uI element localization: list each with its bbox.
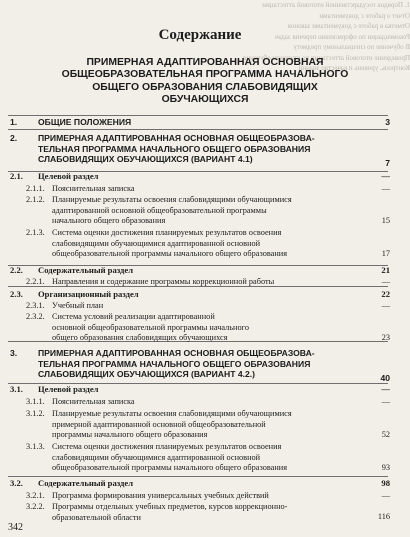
entry-page: — — [381, 301, 390, 310]
entry-page: — — [381, 384, 390, 394]
entry-title: ПРИМЕРНАЯ АДАПТИРОВАННАЯ ОСНОВНАЯ ОБЩЕОБРАЗОВА- ТЕЛЬНАЯ ПРОГРАММА НАЧАЛЬНОГО ОБЩЕГО ОБРАЗОВАНИЯ СЛАБОВИДЯЩИХ ОБУЧАЮЩИХСЯ (ВАРИАНТ 4.1) — [38, 133, 315, 165]
entry-number: 2.3. — [10, 289, 23, 299]
entry-number: 1. — [10, 117, 18, 127]
bleed-through-line: Проведение итоговой аттестации по ступеням обучения — [243, 53, 410, 62]
divider — [8, 129, 388, 130]
entry-title: Система оценки достижения планируемых результатов освоения слабовидящими обучающимися адаптированной основной общеобразовательной программы начального общего образования — [52, 228, 288, 259]
entry-title: Содержательный раздел — [38, 265, 134, 275]
entry-title: Пояснительная записка — [52, 397, 135, 406]
bleed-through-line: 1. Порядок государственной итоговой аттестации — [262, 1, 410, 9]
entry-number: 3.2.1. — [26, 491, 45, 500]
entry-number: 3.2. — [10, 478, 23, 488]
entry-page: 21 — [381, 265, 390, 275]
entry-number: 2.1.1. — [26, 184, 45, 193]
divider — [8, 115, 388, 116]
entry-page: 3 — [385, 117, 390, 127]
entry-title: Целевой раздел — [38, 384, 99, 394]
entry-title: Направления и содержание программы коррекционной работы — [52, 277, 275, 286]
entry-number: 2.1.2. — [26, 195, 45, 204]
program-title: ПРИМЕРНАЯ АДАПТИРОВАННАЯ ОСНОВНАЯ ОБЩЕОБРАЗОВАТЕЛЬНАЯ ПРОГРАММА НАЧАЛЬНОГО ОБЩЕГО ОБРАЗОВАНИЯ СЛАБОВИДЯЩИХ ОБУЧАЮЩИХСЯ — [61, 57, 349, 106]
page-title: Содержание — [158, 27, 242, 43]
entry-page: 22 — [381, 289, 390, 299]
entry-number: 3.1. — [10, 384, 23, 394]
entry-number: 2.1. — [10, 171, 23, 181]
entry-page: 23 — [381, 333, 390, 342]
entry-page: 98 — [381, 478, 390, 488]
entry-title: Организационный раздел — [38, 289, 139, 299]
entry-title: Пояснительная записка — [52, 184, 135, 193]
entry-title: Планируемые результаты освоения слабовидящими обучающимися адаптированной основной общеобразовательной программы начального общего образования — [52, 195, 292, 226]
entry-number: 3.1.1. — [26, 397, 45, 406]
entry-page: — — [381, 184, 390, 193]
bleed-through-line: В обучение по специальному предмету — [293, 43, 410, 51]
entry-number: 2.1.3. — [26, 228, 45, 237]
entry-title: Программы отдельных учебных предметов, курсов коррекционно- образовательной области — [52, 502, 288, 522]
entry-page: 93 — [381, 463, 390, 472]
bleed-through-line: Отметка в работе с документами законов — [287, 22, 410, 30]
entry-number: 2.2. — [10, 265, 23, 275]
bleed-through-line: Отчет о работе с документами — [319, 11, 410, 20]
entry-title: Система оценки достижения планируемых результатов освоения слабовидящими обучающимися адаптированной основной общеобразовательной программы начального общего образования — [52, 442, 288, 473]
entry-number: 2.3.1. — [26, 301, 45, 310]
bleed-through-line: Рекомендации по оформлению перечня задач — [275, 32, 410, 41]
entry-title: ПРИМЕРНАЯ АДАПТИРОВАННАЯ ОСНОВНАЯ ОБЩЕОБРАЗОВА- ТЕЛЬНАЯ ПРОГРАММА НАЧАЛЬНОГО ОБЩЕГО ОБРАЗОВАНИЯ СЛАБОВИДЯЩИХ ОБУЧАЮЩИХСЯ (ВАРИАНТ 4.2.) — [38, 348, 315, 380]
entry-title: Система условий реализации адаптированной основной общеобразовательной программы начального общего образования слабовидящих обучающихся — [52, 312, 249, 343]
entry-page: — — [381, 397, 390, 406]
entry-title: Учебный план — [52, 301, 104, 310]
entry-number: 3.1.2. — [26, 409, 45, 418]
entry-page: 52 — [381, 430, 390, 439]
entry-title: Планируемые результаты освоения слабовидящими обучающимися примерной адаптированной основной общеобразовательной программы начального общего образования — [52, 409, 292, 440]
divider — [8, 476, 388, 477]
entry-page: — — [381, 277, 390, 286]
entry-page: — — [381, 491, 390, 500]
page-number: 342 — [8, 522, 23, 533]
entry-number: 3. — [10, 348, 18, 358]
entry-title: Содержательный раздел — [38, 478, 134, 488]
bleed-through-line: Контроль, уровень и качество знаний — [298, 64, 410, 72]
entry-page: — — [381, 171, 390, 181]
entry-title: Программа формирования универсальных учебных действий — [52, 491, 269, 500]
entry-page: 116 — [377, 512, 390, 521]
entry-number: 2. — [10, 133, 18, 143]
entry-page: 7 — [385, 158, 390, 168]
entry-title: Целевой раздел — [38, 171, 99, 181]
entry-number: 3.1.3. — [26, 442, 45, 451]
entry-number: 2.2.1. — [26, 277, 45, 286]
entry-title: ОБЩИЕ ПОЛОЖЕНИЯ — [38, 117, 132, 127]
entry-page: 15 — [381, 216, 390, 225]
entry-page: 40 — [380, 373, 390, 383]
entry-number: 3.2.2. — [26, 502, 45, 511]
entry-number: 2.3.2. — [26, 312, 45, 321]
entry-page: 17 — [381, 249, 390, 258]
